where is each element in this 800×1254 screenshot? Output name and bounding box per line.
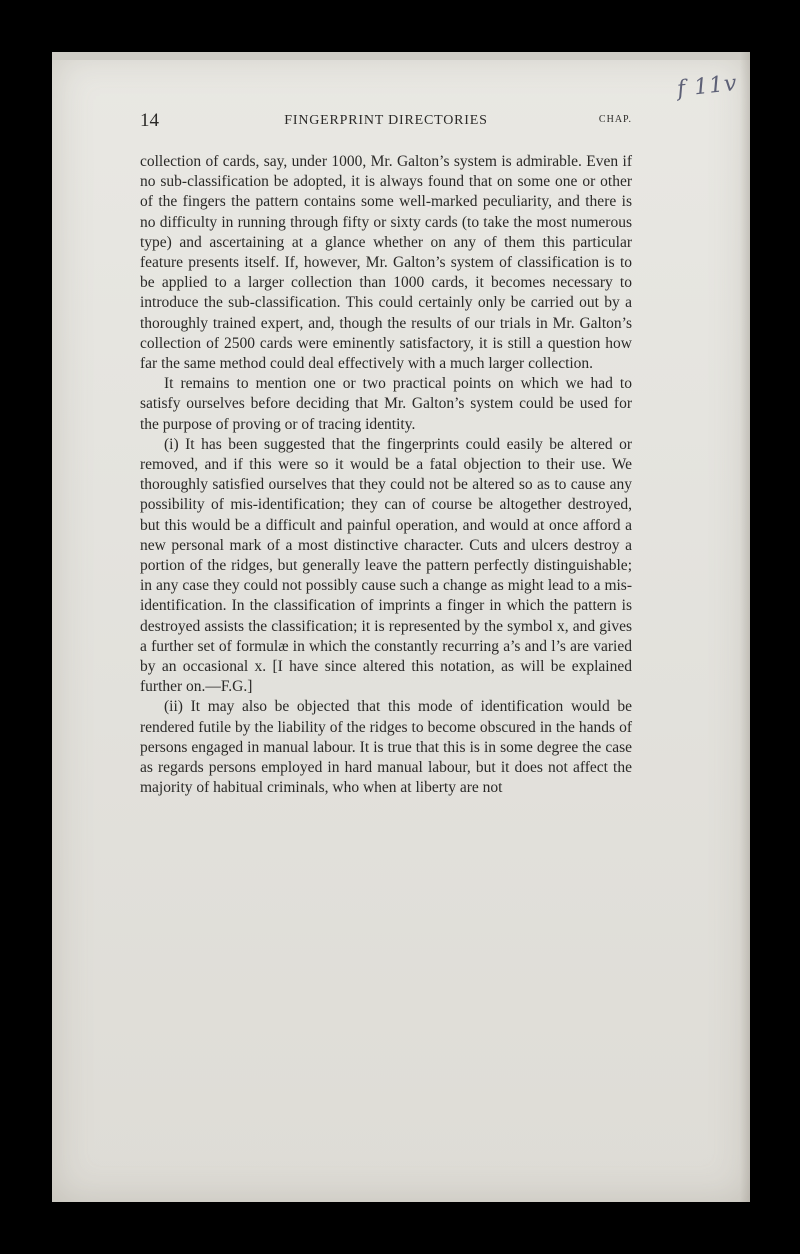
page-number: 14 — [140, 110, 159, 131]
paragraph-objection-i: (i) It has been suggested that the fingerprints could easily be altered or removed, and if this were so it would be a fatal objection to their use. We thoroughly satisfied ourselves that they could not be altered so as to cause any possibility of mis-identification; they can of course be altogether destroyed, but this would be a difficult and painful operation, and would at once afford a new personal mark of a most distinctive character. Cuts and ulcers destroy a portion of the ridges, but generally leave the pattern perfectly distinguishable; in any case they could not possibly cause such a change as might lead to a mis-identification. In the classification of imprints a finger in which the pattern is destroyed assists the classification; it is represented by the symbol x, and gives a further set of formulæ in which the constantly recurring a’s and l’s are varied by an occasional x. [I have since altered this notation, as will be explained further on.—F.G.] — [140, 435, 632, 696]
paragraph-continuation: collection of cards, say, under 1000, Mr. Galton’s system is admirable. Even if no sub-classification be adopted, it is always found that on some one or other of the fingers the pattern contains some well-marked peculiarity, and there is no difficulty in running through fifty or sixty cards (to take the most numerous type) and ascertaining at a glance whether on any of them this particular feature presents itself. If, however, Mr. Galton’s system of classification is to be applied to a larger collection than 1000 cards, it becomes necessary to introduce the sub-classification. This could certainly only be carried out by a thoroughly trained expert, and, though the results of our trials in Mr. Galton’s collection of 2500 cards were eminently satisfactory, it is still a question how far the same method could deal effectively with a much larger collection. — [140, 153, 632, 373]
page-header — [140, 110, 632, 134]
chapter-label: CHAP. — [598, 114, 632, 125]
running-title: FINGERPRINT DIRECTORIES — [284, 113, 488, 128]
page-body — [140, 152, 632, 799]
paragraph-practical-points: It remains to mention one or two practical points on which we had to satisfy ourselves before deciding that Mr. Galton’s system could be used for the purpose of proving or of tracing identity. — [140, 375, 632, 433]
handwritten-folio-annotation: f 11v — [676, 70, 740, 103]
paragraph-objection-ii: (ii) It may also be objected that this mode of identification would be rendered futile by the liability of the ridges to become obscured in the hands of persons engaged in manual labour. It is true that this is in some degree the case as regards persons employed in hard manual labour, but it does not affect the majority of habitual criminals, who when at liberty are not — [140, 698, 632, 797]
